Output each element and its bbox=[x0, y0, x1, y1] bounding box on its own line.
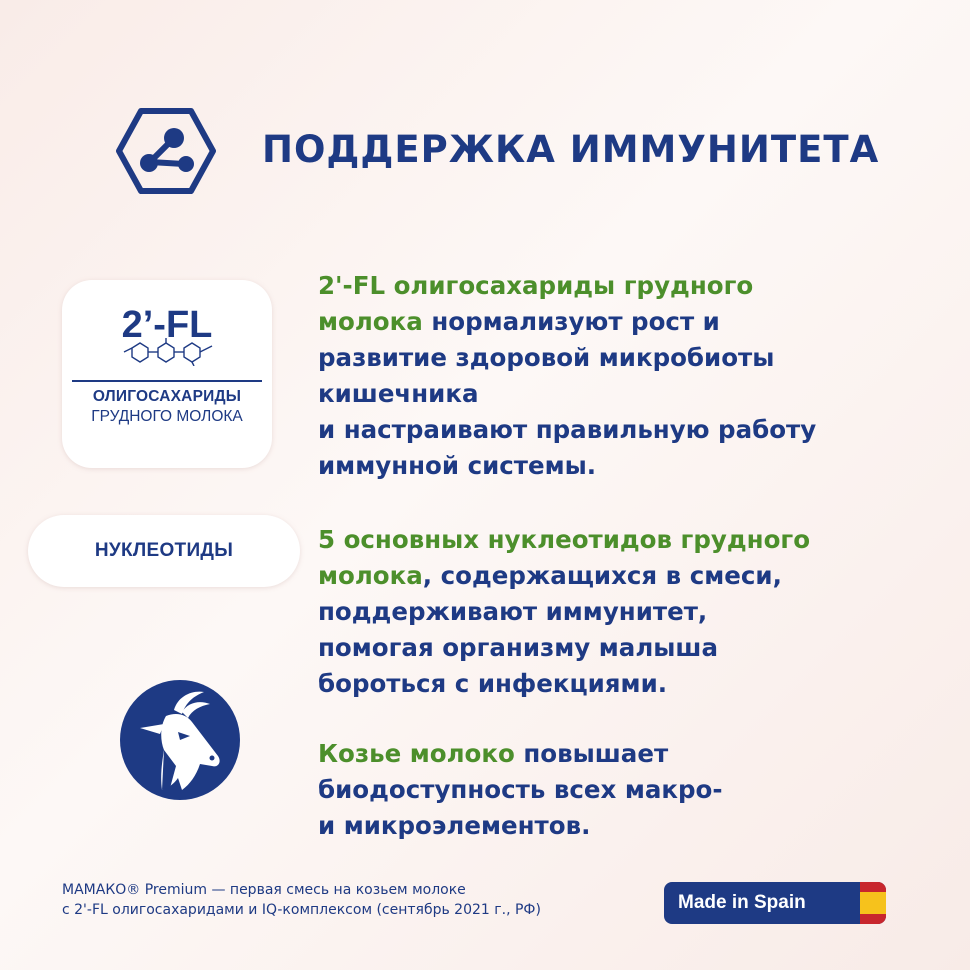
footer-line: МАМАКО® Premium — первая смесь на козьем молоке bbox=[62, 882, 466, 898]
fl-description-line: 2'-FL олигосахариды грудного bbox=[318, 271, 754, 300]
spain-flag-icon bbox=[860, 882, 886, 924]
highlight-text: молока bbox=[318, 307, 423, 336]
body-text: повышает bbox=[514, 739, 669, 768]
fl-description-line: и настраивают правильную работу bbox=[318, 415, 817, 444]
made-in-label: Made in Spain bbox=[678, 892, 806, 913]
nucleotides-description-line: помогая организму малыша bbox=[318, 633, 718, 662]
nucleotides-description-line: 5 основных нуклеотидов грудного bbox=[318, 525, 811, 554]
made-in-spain-badge bbox=[664, 882, 886, 924]
highlight-text: молока bbox=[318, 561, 423, 590]
fl-description-line bbox=[318, 304, 816, 340]
nucleotides-description bbox=[318, 522, 810, 702]
footer-line: с 2'-FL олигосахаридами и IQ-комплексом (сентябрь 2021 г., РФ) bbox=[62, 902, 541, 918]
fl-description-line: развитие здоровой микробиоты bbox=[318, 343, 775, 372]
nucleotides-description-line: бороться с инфекциями. bbox=[318, 669, 668, 698]
body-text: , содержащихся в смеси, bbox=[422, 561, 782, 590]
goat-head-icon bbox=[120, 680, 240, 800]
divider bbox=[72, 380, 262, 382]
fl-description bbox=[318, 268, 816, 484]
oligosaccharide-molecule-icon bbox=[122, 336, 218, 366]
goat-milk-description-line: биодоступность всех макро- bbox=[318, 775, 723, 804]
fl-badge-code: 2’-FL bbox=[121, 304, 213, 346]
nucleotides-description-line bbox=[318, 558, 810, 594]
page-title: ПОДДЕРЖКА ИММУНИТЕТА bbox=[262, 128, 880, 171]
fl-badge-card bbox=[62, 280, 272, 468]
goat-milk-description-line bbox=[318, 736, 723, 772]
footer-note bbox=[62, 880, 541, 920]
nucleotides-badge bbox=[28, 515, 300, 587]
fl-badge-label-line2: ГРУДНОГО МОЛОКА bbox=[91, 408, 243, 425]
fl-badge-label-line1: ОЛИГОСАХАРИДЫ bbox=[92, 388, 242, 405]
body-text: нормализуют рост и bbox=[422, 307, 720, 336]
nucleotides-badge-label: НУКЛЕОТИДЫ bbox=[94, 540, 234, 561]
highlight-text: Козье молоко bbox=[318, 739, 515, 768]
goat-milk-description-line: и микроэлементов. bbox=[318, 811, 591, 840]
goat-milk-description bbox=[318, 736, 723, 844]
fl-description-line: иммунной системы. bbox=[318, 451, 597, 480]
molecule-hexagon-icon bbox=[116, 108, 216, 194]
fl-description-line: кишечника bbox=[318, 379, 479, 408]
nucleotides-description-line: поддерживают иммунитет, bbox=[318, 597, 708, 626]
